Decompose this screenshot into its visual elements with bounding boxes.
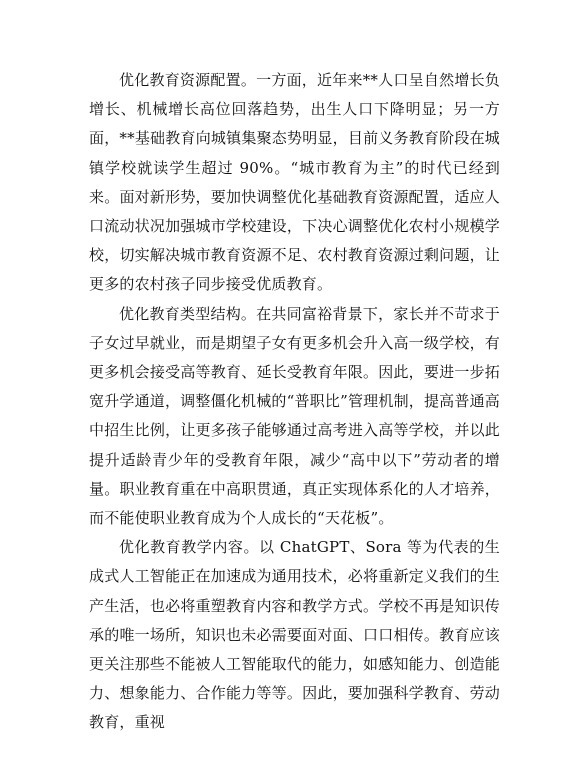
paragraph-education-type-structure: 优化教育类型结构。在共同富裕背景下，家长并不苛求于子女过早就业，而是期望子女有更多机会升入高一级学校，有更多机会接受高等教育、延长受教育年限。因此，要进一步拓宽升学通道，调整僵化机械的“普职比”管理机制，提高普通高中招生比例，让更多孩子能够通过高考进入高等学校，并以此提升适龄青少年的受教育年限，减少“高中以下”劳动者的增量。职业教育重在中高职贯通，真正实现体系化的人才培养，而不能使职业教育成为个人成长的“天花板”。 <box>89 304 500 528</box>
paragraph-education-teaching-content: 优化教育教学内容。以 ChatGPT、Sora 等为代表的生成式人工智能正在加速成为通用技术，必将重新定义我们的生产生活，也必将重塑教育内容和教学方式。学校不再是知识传承的唯一场所，知识也未必需要面对面、口口相传。教育应该更关注那些不能被人工智能取代的能力，如感知能力、创造能力、想象能力、合作能力等等。因此，要加强科学教育、劳动教育，重视 <box>89 538 500 732</box>
paragraph-education-resource-allocation: 优化教育资源配置。一方面，近年来**人口呈自然增长负增长、机械增长高位回落趋势，出生人口下降明显；另一方面，**基础教育向城镇集聚态势明显，目前义务教育阶段在城镇学校就读学生超过 90%。“城市教育为主”的时代已经到来。面对新形势，要加快调整优化基础教育资源配置，适应人口流动状况加强城市学校建设，下决心调整优化农村小规模学校，切实解决城市教育资源不足、农村教育资源过剩问题，让更多的农村孩子同步接受优质教育。 <box>89 71 500 294</box>
